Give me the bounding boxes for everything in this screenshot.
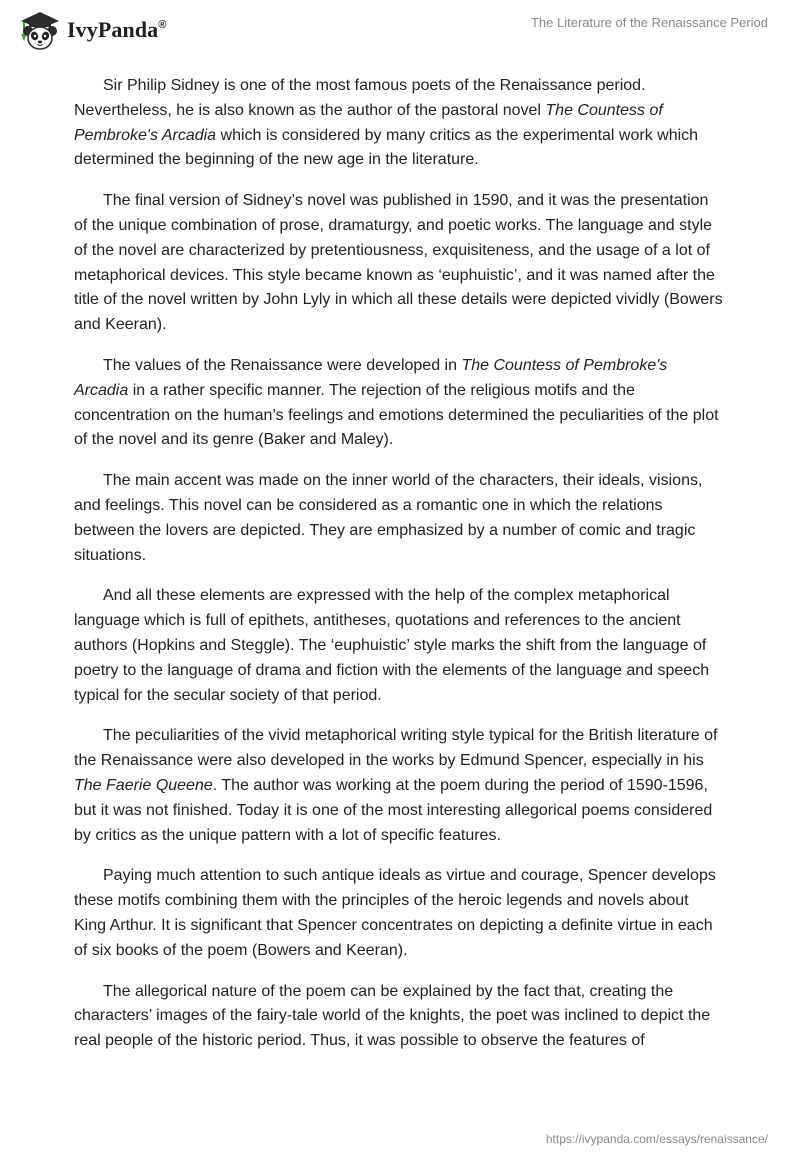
logo-wordmark: IvyPanda®: [67, 17, 167, 42]
source-url[interactable]: https://ivypanda.com/essays/renaissance/: [545, 1132, 768, 1146]
panda-graduation-icon: [15, 8, 63, 52]
paragraph-5: And all these elements are expressed with the help of the complex metaphorical language which is full of epithets, antitheses, quotations and references to the ancient authors (Hopkins and Steggle). The ‘euphuistic’ style marks the shift from the language of poetry to the language of drama and fiction with the elements of the language and speech typical for the secular society of that period.: [74, 587, 710, 704]
paragraph-3: The values of the Renaissance were developed in The Countess of Pembroke's Arcadia in a rather specific manner. The rejection of the religious motifs and the concentration on the human’s feelings and emotions determined the peculiarities of the plot of the novel and its genre (Baker and Maley).: [74, 356, 719, 449]
page-header: [0, 0, 800, 64]
document-title: The Literature of the Renaissance Period: [530, 15, 768, 30]
paragraph-6: The peculiarities of the vivid metaphorical writing style typical for the British literature of the Renaissance were also developed in the works by Edmund Spencer, especially in his The Faerie Queene. The author was working at the poem during the period of 1590-1596, but it was not finished. Today it is one of the most interesting allegorical poems considered by critics as the unique pattern with a lot of specific features.: [74, 727, 718, 844]
paragraph-1: Sir Philip Sidney is one of the most famous poets of the Renaissance period. Nevertheless, he is also known as the author of the pastoral novel The Countess of Pembroke's Arcadia which is considered by many critics as the experimental work which determined the beginning of the new age in the literature.: [74, 77, 699, 169]
paragraph-2: The final version of Sidney’s novel was published in 1590, and it was the presentation of the unique combination of prose, dramaturgy, and poetic works. The language and style of the novel are characterized by pretentiousness, exquisiteness, and the usage of a lot of metaphorical devices. This style became known as ‘euphuistic’, and it was named after the title of the novel written by John Lyly in which all these details were depicted vividly (Bowers and Keeran).: [74, 192, 723, 334]
paragraph-8: The allegorical nature of the poem can be explained by the fact that, creating the characters’ images of the fairy-tale world of the knights, the poet was inclined to depict the real people of the historic period. Thus, it was possible to observe the features of: [74, 982, 711, 1050]
essay-body: [74, 74, 724, 1070]
ivypanda-logo[interactable]: [15, 8, 167, 52]
book-title: The Faerie Queene: [74, 776, 213, 794]
book-title: The Countess of Pembroke's Arcadia: [74, 101, 663, 144]
book-title: The Countess of Pembroke's Arcadia: [74, 356, 668, 399]
paragraph-4: The main accent was made on the inner world of the characters, their ideals, visions, and feelings. This novel can be considered as a romantic one in which the relations between the lovers are depicted. They are emphasized by a number of comic and tragic situations.: [74, 472, 703, 564]
paragraph-7: Paying much attention to such antique ideals as virtue and courage, Spencer develops these motifs combining them with the principles of the heroic legends and novels about King Arthur. It is significant that Spencer concentrates on depicting a definite virtue in each of six books of the poem (Bowers and Keeran).: [74, 867, 716, 959]
